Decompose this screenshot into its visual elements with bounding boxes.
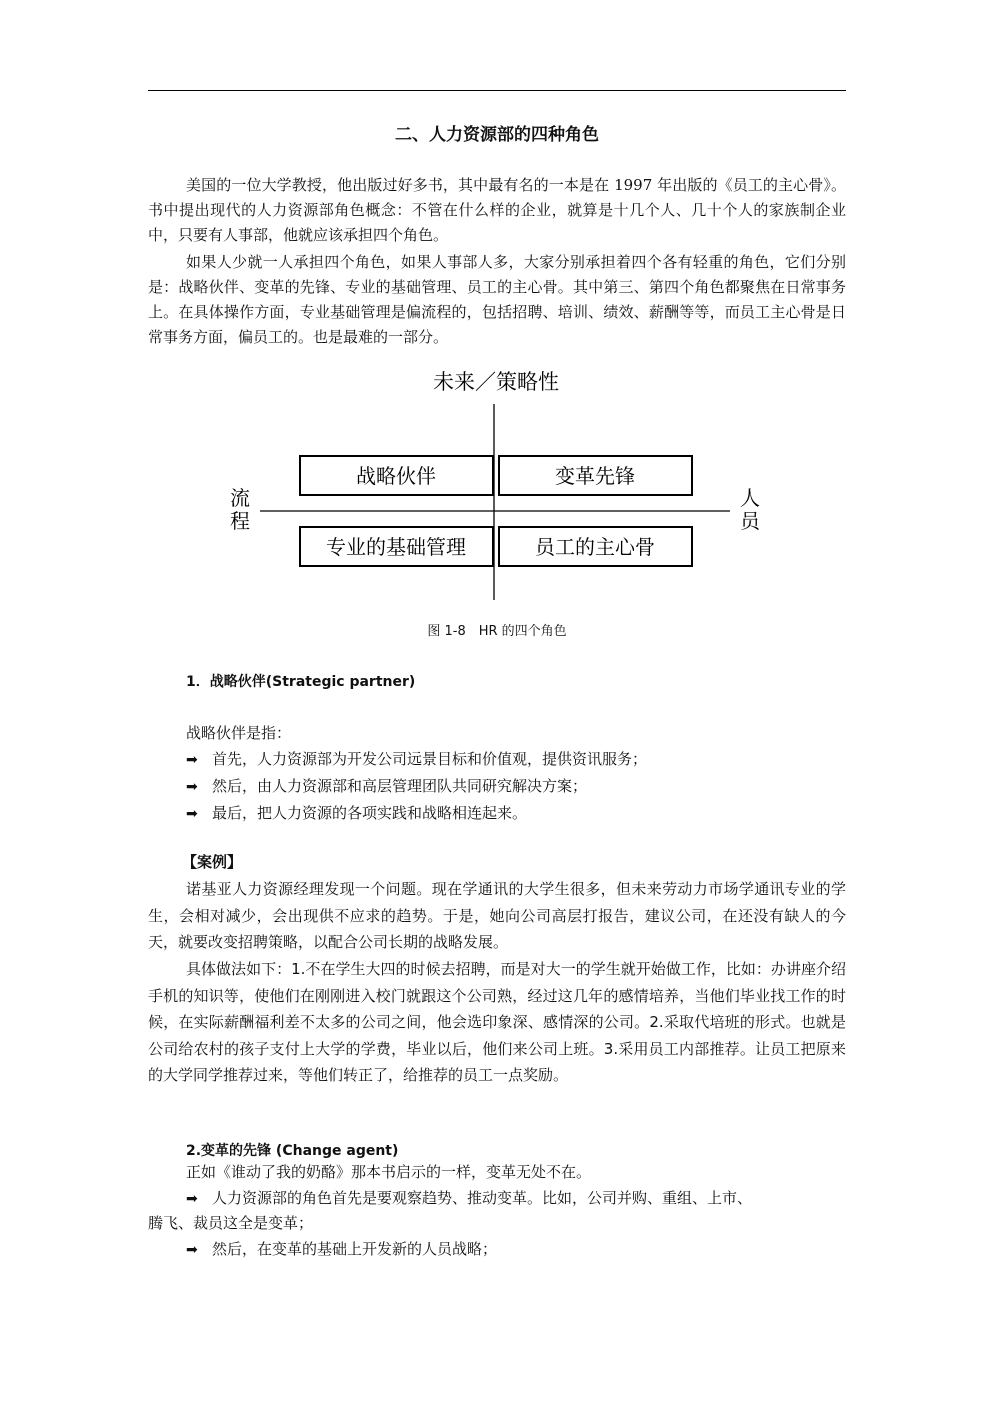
arrow-icon: ➡: [186, 1191, 198, 1207]
case-paragraph-2: 具体做法如下：1.不在学生大四的时候去招聘，而是对大一的学生就开始做工作，比如：办讲座介绍手机的知识等，使他们在刚刚进入校门就跟这个公司熟，经过这几年的感情培养，当他们毕业找工作的时候，在实际薪酬福利差不太多的公司之间，他会选印象深、感情深的公司。2.采取代培班的形式。也就是公司给农村的孩子支付上大学的学费，毕业以后，他们来公司上班。3.采用员工内部推荐。让员工把原来的大学同学推荐过来，等他们转正了，给推荐的员工一点奖励。: [148, 960, 846, 1084]
arrow-icon: ➡: [186, 806, 198, 822]
hr-roles-diagram: [0, 0, 992, 640]
section-2-bullet-1: ➡ 人力资源部的角色首先是要观察趋势、推动变革。比如，公司并购、重组、上市、: [186, 1186, 846, 1212]
right-axis-label-2: 员: [740, 509, 760, 533]
list-item: ➡ 首先，人力资源部为开发公司远景目标和价值观，提供资讯服务；: [186, 746, 846, 773]
arrow-icon: ➡: [186, 752, 198, 768]
box-strategic-partner-label: 战略伙伴: [356, 464, 436, 488]
page-heading: 二、人力资源部的四种角色: [395, 125, 599, 145]
list-item: ➡ 然后，由人力资源部和高层管理团队共同研究解决方案；: [186, 773, 846, 800]
figure-caption: 图 1-8 HR 的四个角色: [427, 624, 567, 639]
list-item: ➡ 最后，把人力资源的各项实践和战略相连起来。: [186, 800, 846, 827]
left-axis-label-1: 流: [230, 486, 250, 510]
section-1-title: 1．战略伙伴(Strategic partner): [186, 674, 416, 690]
case-paragraph-1: 诺基亚人力资源经理发现一个问题。现在学通讯的大学生很多，但未来劳动力市场学通讯专业的学生，会相对减少，会出现供不应求的趋势。于是，她向公司高层打报告，建议公司，在还没有缺人的今天，就要改变招聘策略，以配合公司长期的战略发展。: [148, 880, 846, 951]
box-admin-expert-label: 专业的基础管理: [326, 535, 466, 559]
right-axis-label-1: 人: [740, 486, 760, 510]
section-1-lead: 战略伙伴是指：: [186, 724, 292, 742]
section-2-bullet-2: ➡ 然后，在变革的基础上开发新的人员战略；: [186, 1237, 846, 1263]
section-2-bullet-1-continued: 腾飞、裁员这全是变革；: [148, 1214, 314, 1232]
diagram-top-label: 未来／策略性: [433, 370, 559, 394]
arrow-icon: ➡: [186, 1242, 198, 1258]
section-1-bullets: [186, 746, 846, 827]
section-2-title: 2.变革的先锋 (Change agent): [186, 1143, 399, 1159]
left-axis-label-2: 程: [230, 509, 250, 533]
box-change-agent-label: 变革先锋: [555, 464, 635, 488]
intro-paragraph-1: 美国的一位大学教授，他出版过好多书，其中最有名的一本是在 1997 年出版的《员工的主心骨》。书中提出现代的人力资源部角色概念：不管在什么样的企业，就算是十几个人、几十个人的家族制企业中，只要有人事部，他就应该承担四个角色。: [148, 176, 846, 244]
case-title: 【案例】: [182, 853, 243, 871]
intro-paragraph-2: 如果人少就一人承担四个角色，如果人事部人多，大家分别承担着四个各有轻重的角色，它们分别是：战略伙伴、变革的先锋、专业的基础管理、员工的主心骨。其中第三、第四个角色都聚焦在日常事务上。在具体操作方面，专业基础管理是偏流程的，包括招聘、培训、绩效、薪酬等等，而员工主心骨是日常事务方面，偏员工的。也是最难的一部分。: [148, 253, 846, 346]
box-employee-champion-label: 员工的主心骨: [535, 535, 655, 559]
arrow-icon: ➡: [186, 779, 198, 795]
section-2-lead: 正如《谁动了我的奶酪》那本书启示的一样，变革无处不在。: [186, 1163, 592, 1181]
